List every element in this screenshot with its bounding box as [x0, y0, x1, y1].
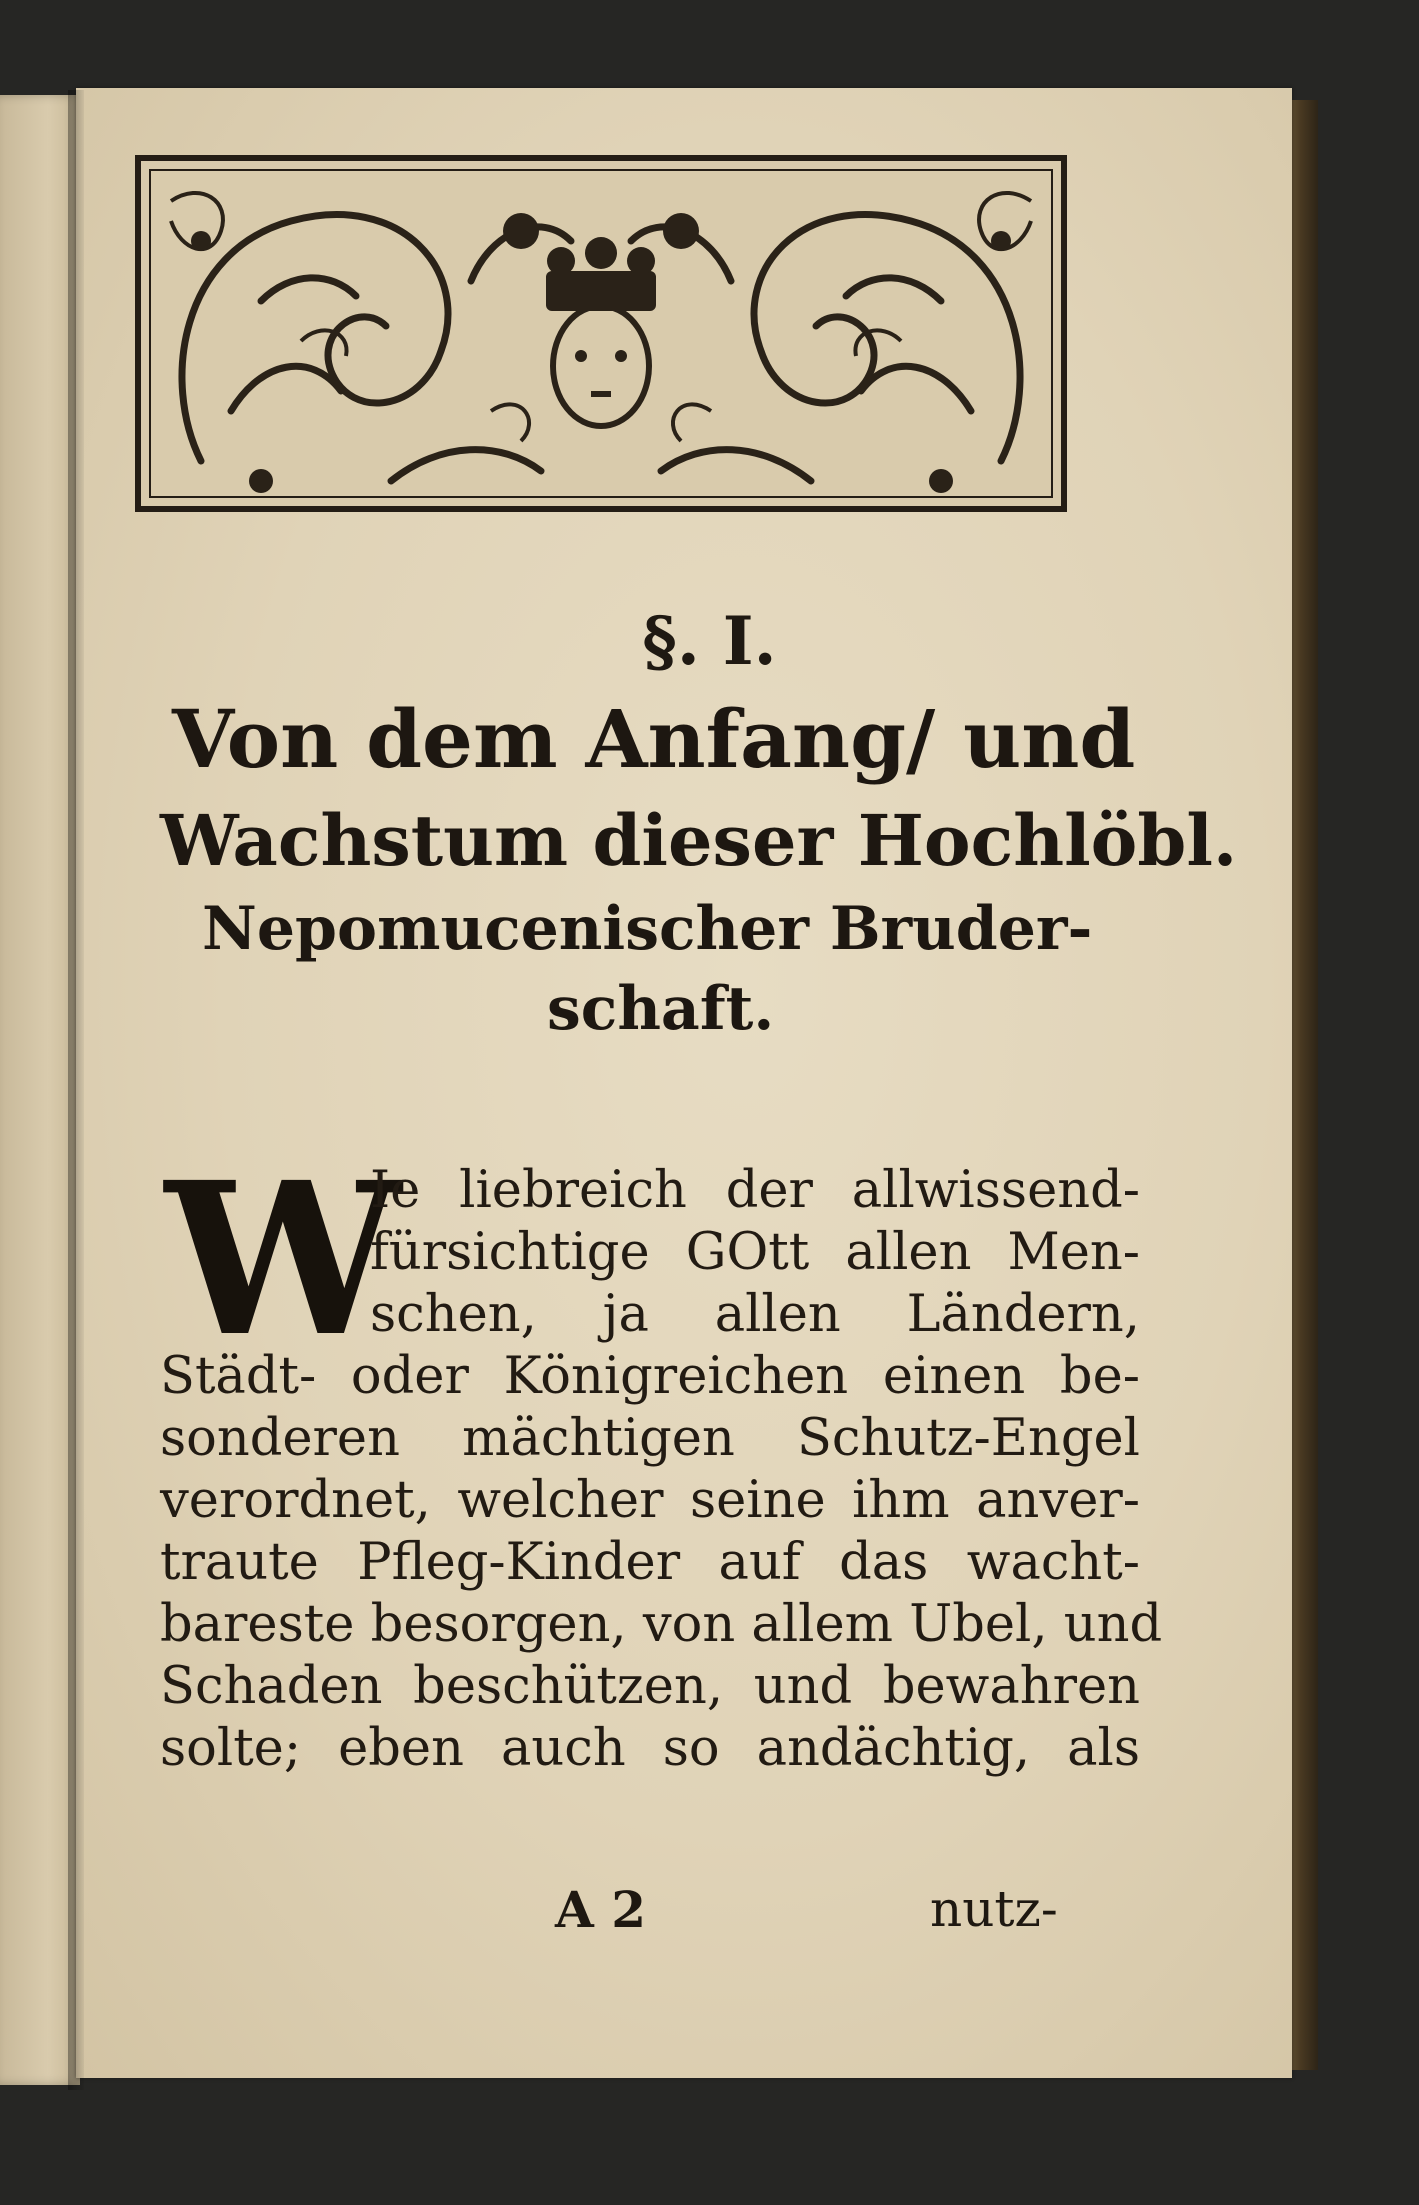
- text-line: schen, ja allen Ländern,: [370, 1285, 1140, 1344]
- book-gutter: [68, 90, 84, 2090]
- drop-capital: W: [165, 1136, 401, 1383]
- catchword: nutz-: [930, 1880, 1058, 1938]
- section-number: §. I.: [642, 602, 777, 680]
- title-line-4: schaft.: [547, 974, 775, 1044]
- text-line: sonderen mächtigen Schutz-Engel: [160, 1409, 1140, 1468]
- decorative-headpiece: [135, 155, 1067, 512]
- text-line: Ie liebreich der allwissend-: [370, 1161, 1140, 1220]
- text-line: bareste besorgen, von allem Ubel, und: [160, 1595, 1163, 1654]
- text-line: Städt- oder Königreichen einen be-: [160, 1347, 1140, 1406]
- text-line: verordnet, welcher seine ihm anver-: [160, 1471, 1140, 1530]
- text-line: traute Pfleg-Kinder auf das wacht-: [160, 1533, 1140, 1592]
- text-line: solte; eben auch so andächtig, als: [160, 1719, 1140, 1778]
- headpiece-woodcut-icon: [141, 161, 1061, 506]
- right-page-edges: [1288, 100, 1318, 2070]
- text-line: fürsichtige GOtt allen Men-: [370, 1223, 1140, 1282]
- signature-mark: A 2: [555, 1880, 646, 1939]
- title-line-1: Von dem Anfang/ und: [172, 692, 1136, 786]
- title-line-2: Wachstum dieser Hochlöbl.: [160, 799, 1238, 882]
- text-line: Schaden beschützen, und bewahren: [160, 1657, 1140, 1716]
- title-line-3: Nepomucenischer Bruder-: [202, 894, 1093, 964]
- body-text: [160, 1136, 1163, 1780]
- chapter-title: [160, 685, 1238, 1049]
